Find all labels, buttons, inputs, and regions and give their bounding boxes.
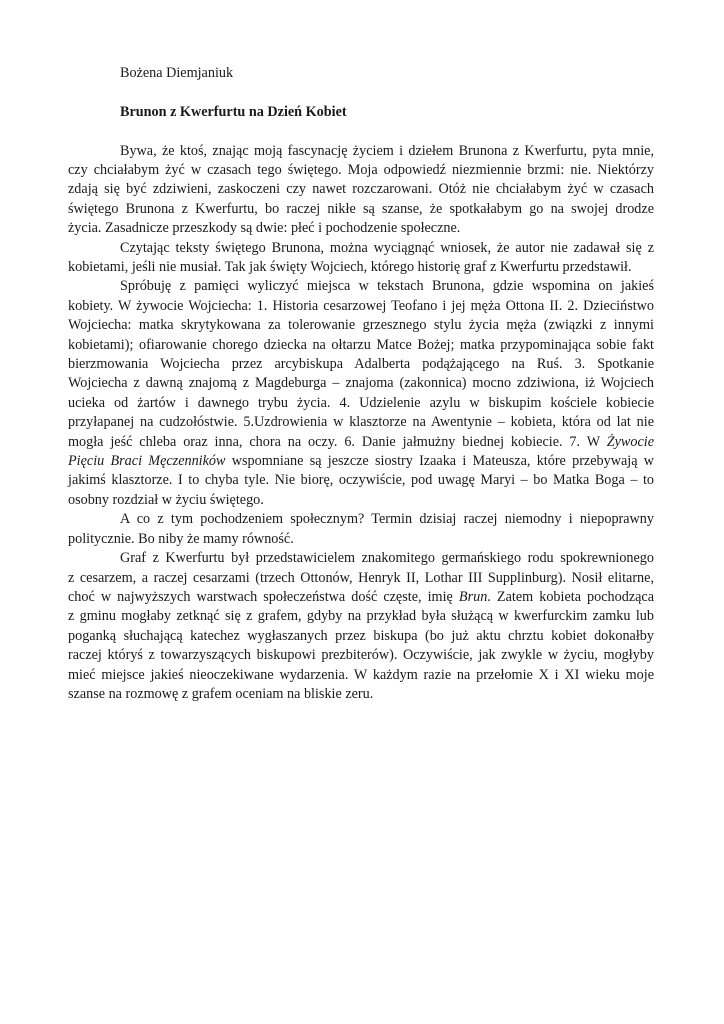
paragraph-2: [68, 239, 654, 278]
text-line: Bywa, że ktoś, znając moją fascynację życiem i dziełem Brunona z Kwerfurtu, pyta mnie,: [120, 142, 654, 159]
italic-name: Brun: [458, 588, 488, 605]
text-line: politycznie. Bo niby że mamy równość.: [68, 530, 294, 547]
text-line: A co z tym pochodzeniem społecznym? Termin dzisiaj raczej niemodny i niepoprawny: [120, 511, 654, 528]
text-line: Spróbuję z pamięci wyliczyć miejsca w tekstach Brunona, gdzie wspomina on jakieś: [120, 278, 654, 295]
text-line: przyłapanej na cudzołóstwie. 5.Uzdrowienia w klasztorze na Awentynie – kobieta, która od lat nie: [68, 414, 654, 431]
text-line: kobiety. W żywocie Wojciecha: 1. Historia cesarzowej Teofano i jej męża Ottona II. 2. Dzieciństwo: [68, 297, 654, 314]
document-title: Brunon z Kwerfurtu na Dzień Kobiet: [120, 103, 347, 120]
text-line: jakimś klasztorze. I to chyba tyle. Nie biorę, oczywiście, pod uwagę Maryi – bo Matka Boga – to: [68, 472, 654, 489]
text-segment: wspomniane są jeszcze siostry Izaaka i Mateusza, które przebywają w: [225, 453, 654, 470]
text-line: z cesarzem, a raczej cesarzami (trzech Ottonów, Henryk II, Lothar III Supplinburg). Nosił elitarne,: [68, 569, 654, 586]
text-segment: choć w najwyższych warstwach społeczeństwa dość częste, imię: [68, 588, 453, 605]
text-line: ucieka od żartów i dawnego trybu życia. 4. Udzielenie azylu w biskupim kościele kobiecie: [68, 394, 654, 411]
text-line: Wojciecha: matka skrytykowana za tolerowanie grzesznego stylu życia męża (związki z innymi: [68, 317, 654, 334]
text-line: [68, 452, 654, 471]
italic-book-title-end: Pięciu Braci Męczenników: [68, 453, 226, 470]
text-segment: . Zatem kobieta pochodząca: [487, 588, 655, 605]
paragraph-4: [68, 510, 654, 549]
text-line: osobny rozdział w życiu świętego.: [68, 491, 264, 508]
text-line: mieć miejsce jakieś nieoczekiwane wydarzenia. W każdym razie na przełomie X i XI wieku moje: [68, 666, 654, 683]
text-line: z gminu mogłaby zetknąć się z grafem, gdyby na przykład była służącą w kwerfurckim zamku lub: [68, 608, 654, 625]
text-line: [68, 433, 654, 452]
text-line: zdają się być zdziwieni, zaskoczeni czy nawet rozczarowani. Otóż nie chciałabym żyć w czasach: [68, 181, 654, 198]
italic-book-title-start: Żywocie: [606, 433, 655, 450]
text-line: Czytając teksty świętego Brunona, można wyciągnąć wniosek, że autor nie zadawał się z: [120, 239, 654, 256]
text-line: świętego Brunona z Kwerfurtu, bo raczej nikłe są szanse, że spotkałabym go na swojej drodze: [68, 200, 654, 217]
text-line: kobietami); ofiarowanie chorego dziecka na ołtarzu Matce Bożej; matka przypominająca sobie fakt: [68, 336, 654, 353]
text-line: życia. Zasadnicze przeszkody są dwie: płeć i pochodzenie społeczne.: [68, 220, 461, 237]
paragraph-5: [68, 549, 654, 704]
document-body: [68, 142, 654, 705]
text-line: [68, 588, 654, 607]
text-segment: mogła jeść chleba oraz inna, chora na oczy. 6. Danie jałmużny biednej kobiecie. 7. W: [68, 433, 600, 450]
document-page: [68, 64, 654, 704]
text-line: Graf z Kwerfurtu był przedstawicielem znakomitego germańskiego rodu spokrewnionego: [120, 550, 654, 567]
text-line: poganką słuchającą katechez wygłaszanych przez biskupa (bo już aktu chrztu kobiet dokonałby: [68, 627, 654, 644]
text-line: raczej któryś z towarzyszących biskupowi prezbiterów). Oczywiście, jak zwykle w życiu, mogłyby: [68, 647, 654, 664]
text-line: czy chciałabym żyć w czasach tego świętego. Moja odpowiedź niezmiennie brzmi: nie. Niektórzy: [68, 161, 654, 178]
paragraph-3: [68, 277, 654, 510]
text-line: Wojciecha z dawną znajomą z Magdeburga – znajoma (zakonnica) mocno zdziwiona, iż Wojciech: [68, 375, 654, 392]
paragraph-1: [68, 142, 654, 239]
text-line: szanse na rozmowę z grafem oceniam na bliskie zeru.: [68, 685, 374, 702]
text-line: kobietami, jeśli nie musiał. Tak jak święty Wojciech, którego historię graf z Kwerfurtu przedstawił.: [68, 259, 632, 275]
text-line: bierzmowania Wojciecha przez arcybiskupa Adalberta podążającego na Ruś. 3. Spotkanie: [68, 356, 654, 373]
author-name: Bożena Diemjaniuk: [120, 65, 234, 81]
